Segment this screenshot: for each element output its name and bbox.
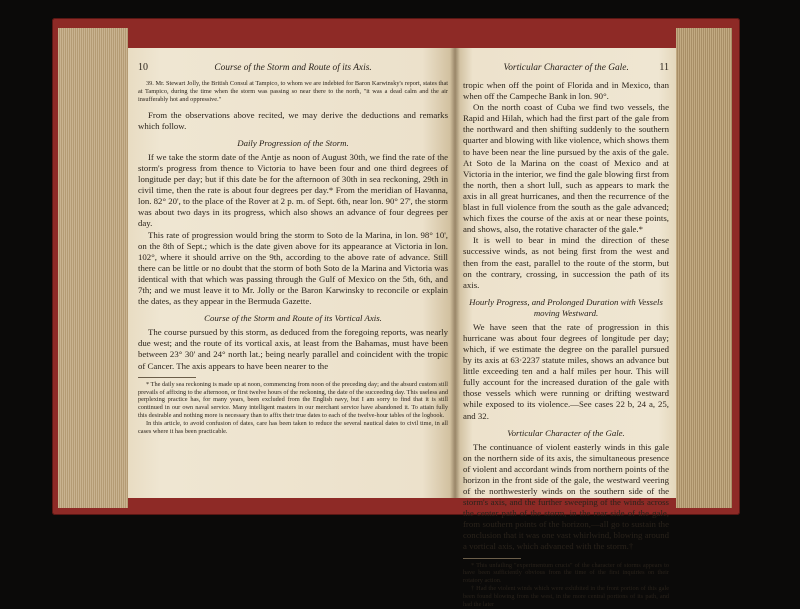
left-page-number: 10	[138, 62, 148, 73]
left-intro-note: 39. Mr. Stewart Jolly, the British Consul at Tampico, to whom we are indebted for Baron Karwinsky's report, states that at Tampico, during the time when the storm was passing so near there to the north, "it was a dead calm and the air insufferably hot and oppressive."	[138, 80, 448, 103]
left-paragraph: The course pursued by this storm, as deduced from the foregoing reports, was nearly due west; and the route of its vortical axis, at least from the Bahamas, must have been between 23° 30' and 24° north lat.; being nearly parallel and coincident with the tropic of Cancer. The axis appears to have been nearer to the	[138, 327, 448, 371]
right-page-edges	[676, 28, 732, 508]
right-page-number: 11	[659, 62, 669, 73]
left-page-text	[138, 48, 448, 436]
left-page-edges	[58, 28, 128, 508]
right-footnote: † Had the violent winds which were exhibited in the front portion of this gale been found blowing from the west, in the more central portions of its path, and had the later	[463, 585, 669, 609]
right-running-title: Vorticular Character of the Gale.	[503, 63, 629, 73]
left-footnote: * The daily sea reckoning is made up at noon, commencing from noon of the preceding day; and the absurd custom still prevails of affixing to the afternoon, or first twelve hours of the reckoning, the date of the succeeding day. This useless and perplexing practice has, for many years, been excluded from the English navy, but I am sorry to find that it is still continued in our own naval service. Many intelligent masters in our merchant service have abandoned it. To attain fully this desirable and nothing more is necessary than to affix their true dates to each of the twelve-hour tables of the logbook.	[138, 380, 448, 420]
right-paragraph: On the north coast of Cuba we find two vessels, the Rapid and Hilah, which had the first part of the gale from the northward and then shifting suddenly to the southern quarter and blowing with like violence, which shows them to have been near the line pursued by the axis of the gale. At Soto de la Marina on the coast of Mexico and at Victoria in the interior, we find the gale blowing first from the north, then a short lull, such as appears to mark the axis in all great hurricanes, and then the recurrence of the blast in full violence from the south as the gale advanced; which fixes the course of the axis at or near these points, and shows, also, the rotative character of the gale.*	[463, 102, 669, 235]
left-footnote: In this article, to avoid confusion of dates, care has been taken to reduce the several nautical dates to civil time, in all cases where it has been practicable.	[138, 420, 448, 436]
right-page	[455, 48, 676, 609]
left-heading-daily-progression: Daily Progression of the Storm.	[237, 137, 349, 148]
left-heading-course: Course of the Storm and Route of its Vortical Axis.	[204, 313, 382, 324]
footnote-rule	[463, 558, 521, 559]
right-paragraph: It is well to bear in mind the direction of these successive winds, as not being first from the west and then from the east, parallel to the route of the storm, but on the contrary, crossing, in succession the path of its axis.	[463, 235, 669, 290]
left-page	[128, 48, 455, 498]
right-heading-vorticular: Vorticular Character of the Gale.	[507, 427, 625, 438]
footnote-rule	[138, 377, 196, 378]
book-gutter	[450, 48, 460, 498]
right-heading-hourly-progress: Hourly Progress, and Prolonged Duration with Vessels moving Westward.	[469, 296, 663, 318]
left-paragraph: This rate of progression would bring the storm to Soto de la Marina, in lon. 98° 10', on the 8th of Sept.; which is the date given above for its appearance at Victoria in lon. 102°, where it should arrive on the 9th, according to the above rate of advance. Still there can be little or no doubt that the storm of both Soto de la Marina and Victoria was identical with that which was passing through the Gulf of Mexico on the 5th, 6th, and 7th; and we must leave it to Mr. Jolly or the Baron Karwinsky to reconcile or explain the dates, as they appear in the Bermuda Gazette.	[138, 229, 448, 307]
right-paragraph: We have seen that the rate of progression in this hurricane was about four degrees of longitude per day; which, if we estimate the degree on the parallel pursued by its axis at 63·2237 statute miles, shows an advance but little exceeding ten and a half miles per hour. This will fully account for the increased duration of the gale with those vessels which were running or drifting westward while exposed to its violence.—See cases 22 b, 24 a, 25, and 32.	[463, 321, 669, 421]
right-running-head	[463, 62, 669, 74]
right-paragraph: tropic when off the point of Florida and in Mexico, than when off the Campeche Bank in lon. 90°.	[463, 80, 669, 102]
left-running-title: Course of the Storm and Route of its Axis.	[214, 63, 372, 73]
left-running-head	[138, 62, 448, 74]
book	[52, 18, 740, 609]
right-paragraph: The continuance of violent easterly winds in this gale on the northern side of its axis, the simultaneous presence of violent and accordant winds from northern points of the horizon in the front side of the gale, the westward veering of the northwesterly winds on the southern side of the storm's axis, and the further sweeping of the winds across the center path of the storm, in the rear side of the gale, from southern points of the horizon,—all go to sustain the conclusion that it was one vast whirlwind, blowing around a vortical axis, which advanced with the storm.†	[463, 441, 669, 552]
right-page-text	[463, 48, 669, 609]
right-footnote: * This unfailing "experimentum crucis" of the character of storms appears to have been sufficiently obvious from the time of the first inquiries on their rotatory action.	[463, 561, 669, 585]
left-paragraph: From the observations above recited, we may derive the deductions and remarks which follow.	[138, 109, 448, 131]
left-paragraph: If we take the storm date of the Antje as noon of August 30th, we find the rate of the storm's progress from thence to Victoria to have been four and one third degrees of longitude per day; but if this date be for the afternoon of 30th in sea reckoning, 29th in civil time, then the rate is about four degrees per day.* From the meridian of Havanna, lon. 82° 20', to the place of the Rover at 2 p. m. of Sept. 6th, near lon. 90° 27', the storm was about two days in its progress, which also shows an advance of four degrees per day.	[138, 151, 448, 229]
